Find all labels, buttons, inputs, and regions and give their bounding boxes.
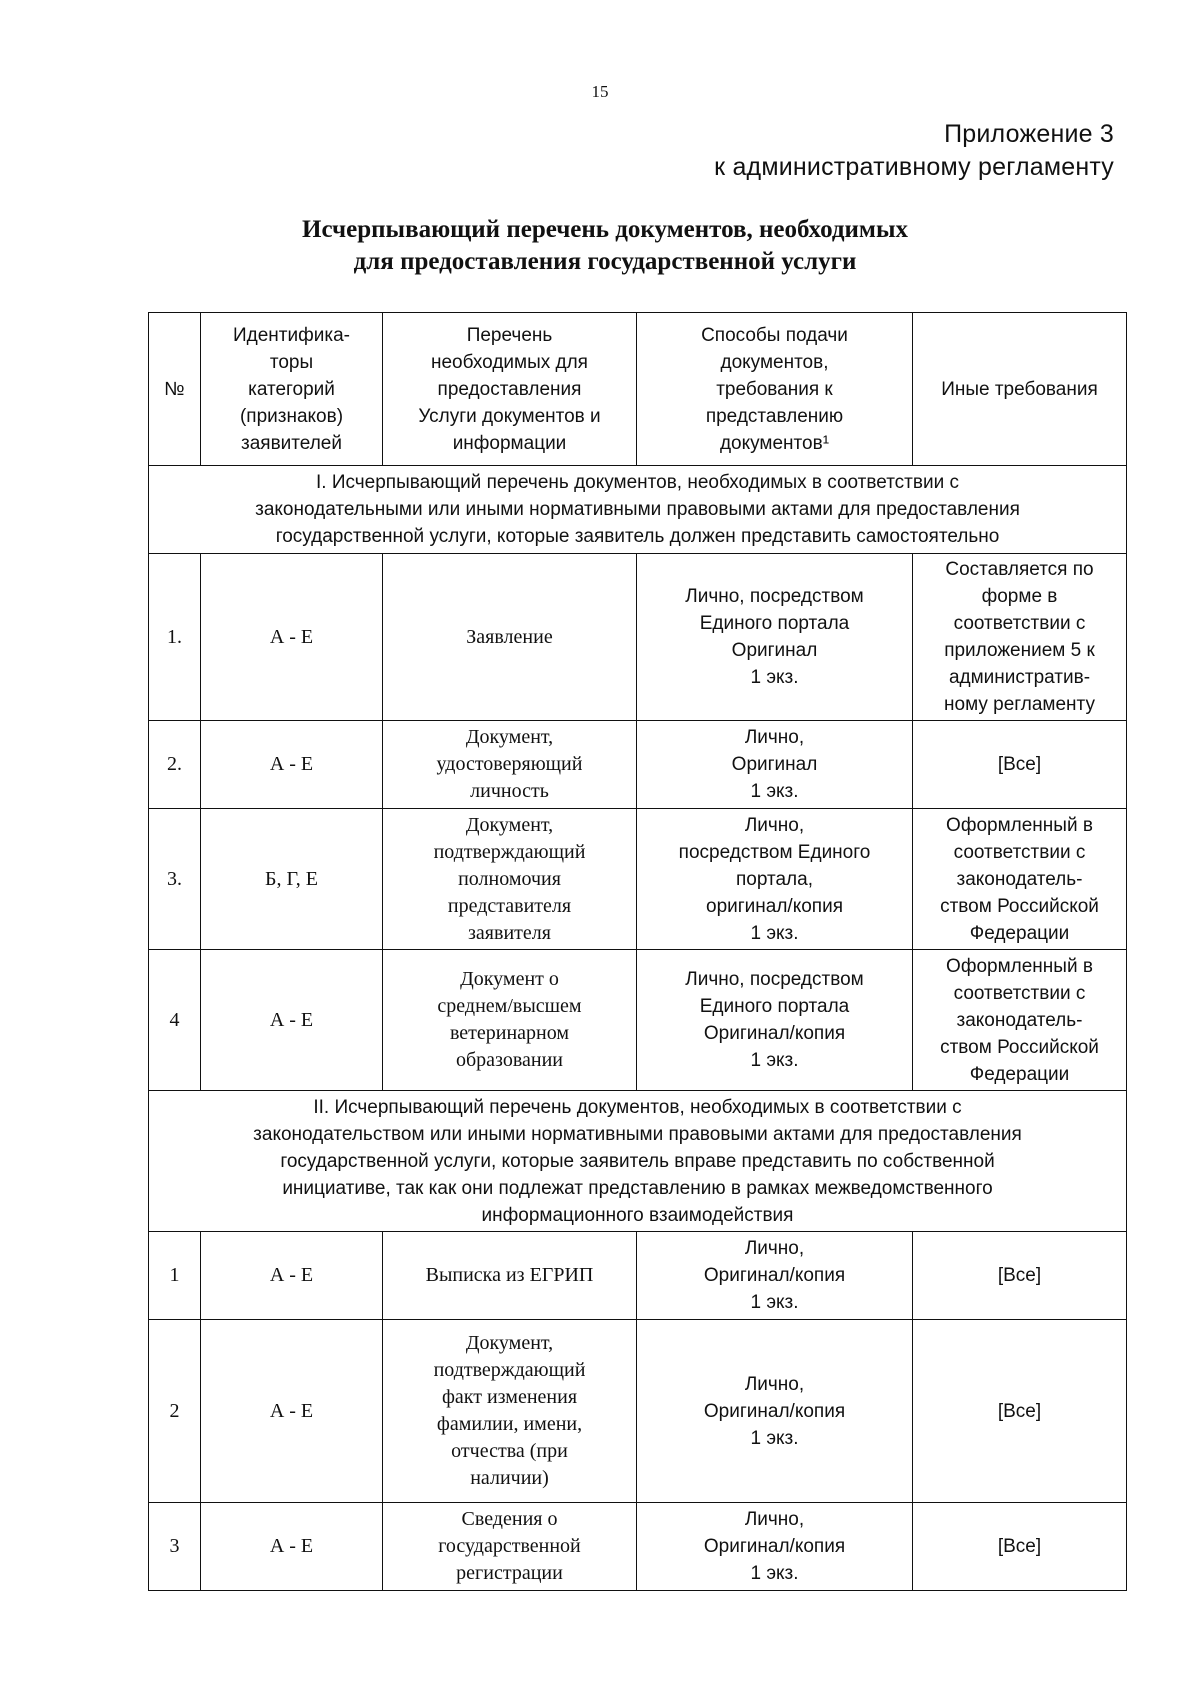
text-line: наличии) <box>470 1467 549 1489</box>
text-line: Документ, <box>465 813 554 836</box>
text-line: инициативе, так как они подлежат представлению в рамках межведомственного <box>282 1177 993 1199</box>
row-identifiers <box>201 554 383 721</box>
text-line: [Все] <box>997 754 1042 775</box>
row-number <box>149 950 201 1091</box>
text-line: соответствии с <box>953 841 1086 863</box>
text-line: ством Российской <box>940 895 1099 917</box>
row-number <box>149 554 201 721</box>
row-submission-method <box>637 809 913 950</box>
text-line: Выписка из ЕГРИП <box>425 1264 594 1286</box>
text-line: А - Е <box>269 1535 314 1557</box>
text-line: личность <box>470 780 549 802</box>
text-line: Оформленный в <box>946 814 1093 836</box>
text-line: Оригинал/копия <box>703 1536 846 1557</box>
text-line: I. Исчерпывающий перечень документов, необходимых в соответствии с <box>315 472 959 493</box>
text-line: Федерации <box>969 922 1070 944</box>
documents-table <box>148 312 1127 1591</box>
text-line: законодательством или иными нормативными правовыми актами для предоставления <box>253 1123 1022 1145</box>
text-line: информационного взаимодействия <box>481 1204 794 1226</box>
text-line: Лично, <box>744 727 805 748</box>
text-line: Оригинал/копия <box>703 1265 846 1286</box>
table-row <box>149 950 1127 1091</box>
text-line: 2 <box>169 1399 180 1422</box>
text-line: подтверждающий <box>433 840 586 863</box>
text-line: документов, <box>720 351 829 373</box>
text-line: Лично, <box>744 1509 805 1530</box>
text-line: Единого портала <box>699 613 850 634</box>
table-row <box>149 554 1127 721</box>
text-line: Документ, <box>465 1332 554 1354</box>
text-line: Лично, <box>744 814 805 836</box>
row-other-requirements <box>913 1232 1127 1320</box>
text-line: 1 экз. <box>750 1050 799 1071</box>
row-other-requirements <box>913 809 1127 950</box>
text-line: фамилии, имени, <box>436 1413 583 1435</box>
header-other-requirements: Иные требования <box>913 313 1127 466</box>
row-document <box>383 1232 637 1320</box>
text-line: Федерации <box>969 1063 1070 1085</box>
text-line: категорий <box>248 378 335 400</box>
text-line: ством Российской <box>940 1036 1099 1058</box>
appendix-reference: к административному регламенту <box>714 153 1114 181</box>
text-line: Способы подачи <box>701 324 848 346</box>
text-line: 1 <box>169 1264 180 1286</box>
row-other-requirements <box>913 950 1127 1091</box>
text-line: 1. <box>167 625 182 648</box>
row-number <box>149 1503 201 1591</box>
title-line-1: Исчерпывающий перечень документов, необходимых <box>302 216 908 243</box>
text-line: 3 <box>169 1535 180 1557</box>
text-line: Лично, посредством <box>685 586 864 607</box>
row-submission-method <box>637 1232 913 1320</box>
table-row <box>149 1232 1127 1320</box>
row-number <box>149 1320 201 1503</box>
row-other-requirements <box>913 554 1127 721</box>
text-line: Лично, посредством <box>685 969 864 990</box>
text-line: Документ, <box>465 726 554 748</box>
text-line: ному регламенту <box>944 694 1095 715</box>
row-document <box>383 950 637 1091</box>
row-identifiers <box>201 1503 383 1591</box>
text-line: соответствии с <box>953 613 1086 634</box>
document-title <box>180 214 1030 278</box>
row-identifiers <box>201 721 383 809</box>
row-document <box>383 721 637 809</box>
text-line: Составляется по <box>945 559 1094 580</box>
text-line: Перечень <box>466 324 553 346</box>
text-line: среднем/высшем <box>437 995 582 1017</box>
row-document <box>383 554 637 721</box>
text-line: 1 экз. <box>750 1427 799 1449</box>
text-line: приложением 5 к <box>944 640 1095 661</box>
row-submission-method <box>637 1320 913 1503</box>
text-line: удостоверяющий <box>436 753 583 775</box>
text-line: 2. <box>167 753 182 775</box>
text-line: 1 экз. <box>750 922 799 944</box>
row-document <box>383 1320 637 1503</box>
table-row <box>149 1320 1127 1503</box>
text-line: необходимых для <box>431 351 588 373</box>
section-1-heading-text <box>149 466 1127 554</box>
table-header-row <box>149 313 1127 466</box>
text-line: Оригинал <box>731 640 818 661</box>
header-identifiers <box>201 313 383 466</box>
row-identifiers <box>201 950 383 1091</box>
text-line: А - Е <box>269 1399 314 1422</box>
row-identifiers <box>201 1232 383 1320</box>
text-line: торы <box>269 351 314 373</box>
row-submission-method <box>637 554 913 721</box>
row-submission-method <box>637 721 913 809</box>
text-line: заявителей <box>241 432 342 454</box>
text-line: требования к <box>716 378 833 400</box>
text-line: [Все] <box>997 1400 1042 1422</box>
text-line: А - Е <box>269 625 314 648</box>
section-2-heading-text <box>149 1091 1127 1232</box>
text-line: заявителя <box>468 921 551 944</box>
text-line: посредством Единого <box>678 841 871 863</box>
text-line: (признаков) <box>239 405 344 427</box>
header-number: № <box>149 313 201 466</box>
table-row <box>149 721 1127 809</box>
text-line: II. Исчерпывающий перечень документов, необходимых в соответствии с <box>313 1096 962 1118</box>
text-line: Оригинал/копия <box>703 1023 846 1044</box>
header-submission-methods <box>637 313 913 466</box>
section-2-heading <box>149 1091 1127 1232</box>
text-line: 1 экз. <box>750 1292 799 1313</box>
text-line: 3. <box>167 867 182 890</box>
text-line: предоставления <box>437 378 582 400</box>
text-line: государственной услуги, которые заявитель вправе представить по собственной <box>280 1150 995 1172</box>
text-line: законодатель- <box>956 1009 1083 1031</box>
text-line: полномочия <box>458 867 561 890</box>
appendix-label: Приложение 3 <box>944 120 1114 148</box>
text-line: 1 экз. <box>750 781 799 802</box>
text-line: А - Е <box>269 1008 314 1031</box>
text-line: информации <box>452 432 567 454</box>
text-line: административ- <box>948 667 1091 688</box>
text-line: подтверждающий <box>433 1359 586 1381</box>
section-1-heading <box>149 466 1127 554</box>
text-line: портала, <box>736 868 813 890</box>
page-number: 15 <box>591 82 609 101</box>
text-line: [Все] <box>997 1265 1042 1286</box>
text-line: [Все] <box>997 1536 1042 1557</box>
table-row <box>149 1503 1127 1591</box>
text-line: представителя <box>447 894 572 917</box>
row-document <box>383 1503 637 1591</box>
text-line: 1 экз. <box>750 667 799 688</box>
row-identifiers <box>201 1320 383 1503</box>
text-line: А - Е <box>269 1264 314 1286</box>
text-line: законодательными или иными нормативными правовыми актами для предоставления <box>255 499 1020 520</box>
text-line: Оригинал/копия <box>703 1400 846 1422</box>
text-line: Услуги документов и <box>418 405 601 427</box>
text-line: Оформленный в <box>946 955 1093 977</box>
text-line: факт изменения <box>441 1386 578 1408</box>
row-other-requirements <box>913 1503 1127 1591</box>
text-line: А - Е <box>269 753 314 775</box>
row-submission-method <box>637 1503 913 1591</box>
text-line: Лично, <box>744 1373 805 1395</box>
text-line: Заявление <box>466 625 553 648</box>
row-submission-method <box>637 950 913 1091</box>
row-other-requirements <box>913 1320 1127 1503</box>
row-number <box>149 809 201 950</box>
text-line: Сведения о <box>461 1508 558 1530</box>
text-line: Лично, <box>744 1238 805 1259</box>
row-identifiers <box>201 809 383 950</box>
text-line: отчества (при <box>451 1440 568 1462</box>
text-line: законодатель- <box>956 868 1083 890</box>
text-line: Документ о <box>460 968 559 990</box>
text-line: государственной <box>438 1535 581 1557</box>
text-line: Единого портала <box>699 996 850 1017</box>
text-line: 4 <box>169 1008 180 1031</box>
text-line: регистрации <box>456 1562 563 1584</box>
text-line: Оригинал <box>731 754 818 775</box>
table-row <box>149 809 1127 950</box>
text-line: государственной услуги, которые заявитель должен представить самостоятельно <box>275 526 1000 547</box>
text-line: документов¹ <box>719 432 830 454</box>
row-number <box>149 1232 201 1320</box>
header-documents <box>383 313 637 466</box>
text-line: Идентифика- <box>233 324 350 346</box>
row-number <box>149 721 201 809</box>
text-line: представлению <box>705 405 844 427</box>
text-line: 1 экз. <box>750 1563 799 1584</box>
text-line: Б, Г, Е <box>264 867 318 890</box>
title-line-2: для предоставления государственной услуги <box>353 248 857 275</box>
text-line: ветеринарном <box>449 1022 570 1044</box>
text-line: соответствии с <box>953 982 1086 1004</box>
row-other-requirements <box>913 721 1127 809</box>
text-line: образовании <box>455 1049 563 1071</box>
text-line: оригинал/копия <box>706 895 843 917</box>
row-document <box>383 809 637 950</box>
text-line: форме в <box>981 586 1058 607</box>
